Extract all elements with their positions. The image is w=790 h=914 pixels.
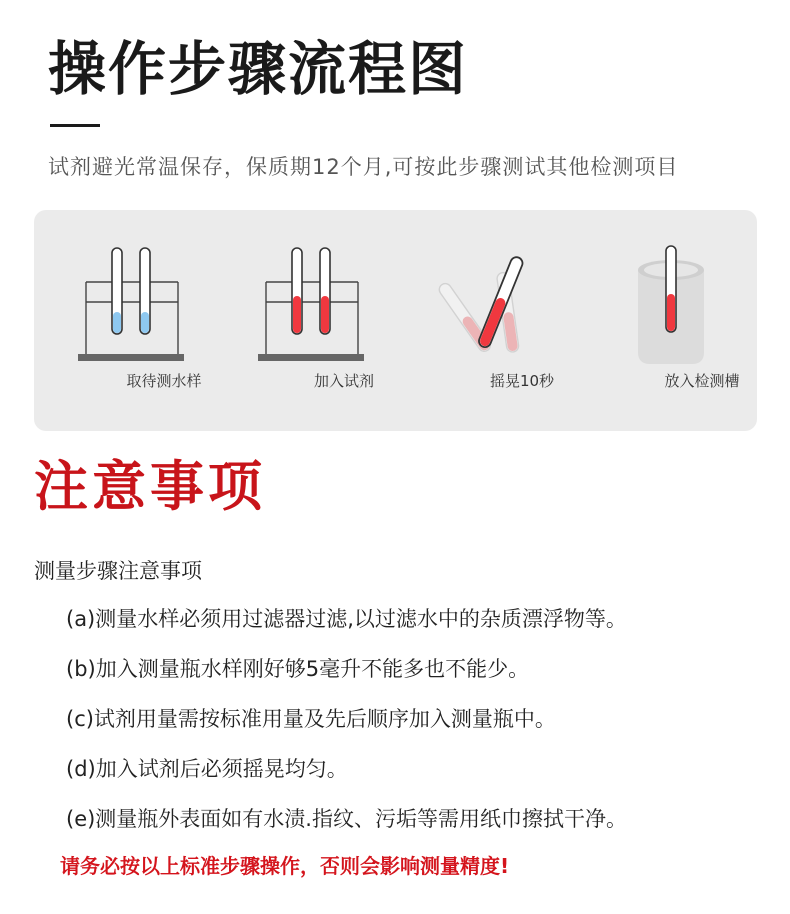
notice-heading: 测量步骤注意事项	[34, 559, 202, 583]
accuracy-warning: 请务必按以上标准步骤操作，否则会影响测量精度!	[60, 854, 510, 878]
notice-item: (c)试剂用量需按标准用量及先后顺序加入测量瓶中。	[66, 707, 556, 731]
step-add-reagent	[254, 210, 434, 431]
step-label: 加入试剂	[313, 372, 374, 390]
storage-subtitle: 试剂避光常温保存，保质期12个月,可按此步骤测试其他检测项目	[48, 155, 679, 179]
notice-item: (a)测量水样必须用过滤器过滤,以过滤水中的杂质漂浮物等。	[66, 607, 627, 631]
notice-item: (b)加入测量瓶水样刚好够5毫升不能多也不能少。	[66, 657, 530, 681]
step-label: 摇晃10秒	[489, 372, 555, 390]
test-tubes-water-icon	[74, 232, 194, 367]
step-collect-sample	[74, 210, 254, 431]
step-label: 取待测水样	[126, 372, 202, 390]
notice-item: (e)测量瓶外表面如有水渍.指纹、污垢等需用纸巾擦拭干净。	[66, 807, 627, 831]
page-title: 操作步骤流程图	[48, 35, 469, 103]
process-flow-panel	[34, 210, 757, 431]
title-underline	[50, 124, 100, 127]
tube-in-slot-icon	[612, 232, 732, 367]
notice-list	[66, 603, 627, 853]
test-tubes-reagent-icon	[254, 232, 374, 367]
shaking-tube-icon	[432, 232, 552, 367]
step-insert-slot	[612, 210, 790, 431]
step-label: 放入检测槽	[664, 372, 740, 390]
notice-title: 注意事项	[34, 455, 266, 518]
step-shake	[432, 210, 612, 431]
notice-item: (d)加入试剂后必须摇晃均匀。	[66, 757, 348, 781]
